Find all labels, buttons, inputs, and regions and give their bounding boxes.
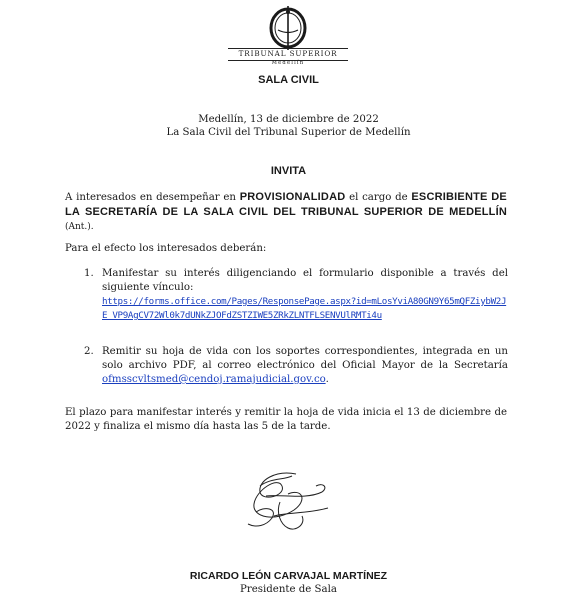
invite-title: INVITA (270, 165, 307, 177)
intro-text-pre: A interesados en desempeñar en (65, 192, 236, 203)
intro-bold-provisionalidad: PROVISIONALIDAD (239, 191, 346, 203)
email-link[interactable]: ofmsscvltsmed@cendoj.ramajudicial.gov.co (102, 374, 326, 385)
deadline-paragraph: El plazo para manifestar interés y remitir la hoja de vida inicia el 13 de diciembre de 2022 y finaliza el mismo día hasta las 5 de la tarde. (65, 407, 507, 432)
tribunal-emblem-icon (264, 4, 312, 50)
handwritten-signature (236, 466, 336, 536)
place-date: Medellín, 13 de diciembre de 2022 (198, 114, 379, 125)
item-number: 2. (84, 346, 94, 357)
requirement-item-1 (84, 267, 508, 323)
logo-city: Medellín (271, 60, 305, 66)
item-number: 1. (84, 268, 94, 279)
logo-name: TRIBUNAL SUPERIOR (228, 48, 348, 61)
intro-bold-position: ESCRIBIENTE DE LA SECRETARÍA DE LA SALA CIVIL DEL TRIBUNAL SUPERIOR DE MEDELLÍN (65, 191, 507, 218)
signatory-role: Presidente de Sala (240, 584, 337, 595)
requirement-item-2 (84, 345, 508, 387)
form-link[interactable]: https://forms.office.com/Pages/ResponsePage.aspx?id=mLosYviA80GN9Y65mQFZiybW2JE_VP9AgCV72Wl0k7dUNkZJOFdZSTZIWE5ZRkZLNTFLSENVUlRMTi4u (102, 296, 507, 321)
item-text: Manifestar su interés diligenciando el formulario disponible a través del siguiente vínculo: (102, 268, 508, 293)
chamber-heading: SALA CIVIL (258, 74, 319, 86)
requirements-intro: Para el efecto los interesados deberán: (65, 243, 267, 254)
intro-text-post: (Ant.). (65, 222, 94, 232)
intro-paragraph (65, 190, 507, 234)
item-text: Remitir su hoja de vida con los soportes correspondientes, integrada en un solo archivo PDF, al correo electrónico del Oficial Mayor de la Secretaría (102, 346, 508, 371)
item-text-end: . (325, 374, 329, 385)
issuer-line: La Sala Civil del Tribunal Superior de Medellín (166, 127, 411, 138)
intro-text-mid: el cargo de (349, 192, 408, 203)
tribunal-logo (228, 4, 348, 66)
signatory-name: RICARDO LEÓN CARVAJAL MARTÍNEZ (189, 570, 388, 582)
